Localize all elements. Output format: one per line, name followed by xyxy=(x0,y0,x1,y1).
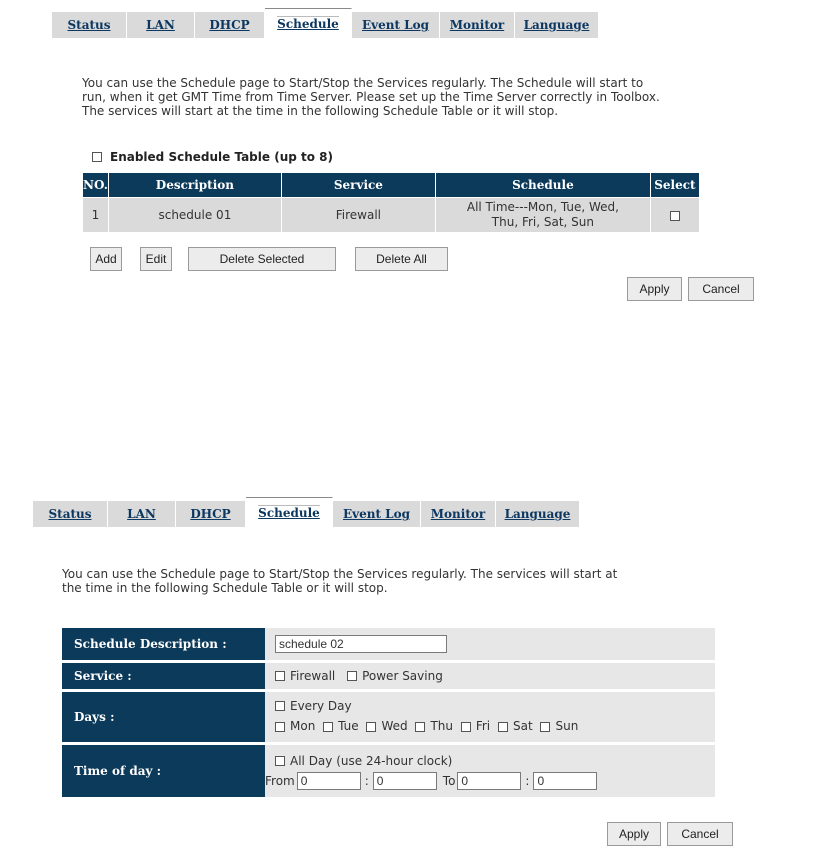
col-no: NO. xyxy=(83,173,108,197)
tab-language[interactable] xyxy=(496,501,580,527)
to-minute-input[interactable]: 0 xyxy=(533,772,597,790)
day-option-mon[interactable] xyxy=(275,717,315,736)
tab-label: LAN xyxy=(127,507,156,521)
description-label: Schedule Description : xyxy=(62,628,265,660)
days-row xyxy=(62,692,715,742)
tab-monitor[interactable] xyxy=(440,12,515,38)
option-label: Sun xyxy=(555,719,579,733)
option-label: All Day (use 24-hour clock) xyxy=(290,754,453,768)
tab-label: Schedule xyxy=(277,17,339,31)
option-label: Firewall xyxy=(290,668,336,683)
day-checkbox[interactable] xyxy=(415,722,425,732)
days-cell xyxy=(265,692,715,742)
schedule-table xyxy=(82,172,700,233)
tab-status[interactable] xyxy=(33,501,108,527)
tab-lan[interactable] xyxy=(127,12,195,38)
delete-selected-button[interactable]: Delete Selected xyxy=(188,247,336,271)
service-label: Service : xyxy=(62,663,265,689)
top-nav xyxy=(33,497,580,527)
intro-line: run, when it get GMT Time from Time Server. Please set up the Time Server correctly in Toolbox. xyxy=(82,90,660,104)
col-schedule: Schedule xyxy=(436,173,650,197)
tab-label: Status xyxy=(67,18,111,32)
enable-schedule-label: Enabled Schedule Table (up to 8) xyxy=(110,150,333,164)
tab-label: Event Log xyxy=(342,507,411,521)
col-service: Service xyxy=(282,173,435,197)
schedule-form xyxy=(62,625,715,800)
tab-event-log[interactable] xyxy=(333,501,421,527)
add-button[interactable]: Add xyxy=(90,247,122,271)
option-label: Sat xyxy=(512,719,533,733)
intro-text xyxy=(82,76,660,118)
top-nav xyxy=(52,8,599,38)
day-option-sun[interactable] xyxy=(540,717,578,736)
tab-language[interactable] xyxy=(515,12,599,38)
every-day-option[interactable] xyxy=(275,697,352,716)
row-select-checkbox[interactable] xyxy=(670,211,680,221)
cell-service: Firewall xyxy=(282,198,435,232)
every-day-checkbox[interactable] xyxy=(275,701,285,711)
option-label: Every Day xyxy=(290,698,352,713)
day-checkbox[interactable] xyxy=(498,722,508,732)
day-option-thu[interactable] xyxy=(415,717,453,736)
intro-text xyxy=(62,567,617,595)
cell-schedule xyxy=(436,198,650,232)
schedule-list-panel xyxy=(0,0,824,430)
schedule-line: All Time---Mon, Tue, Wed, xyxy=(466,200,619,214)
from-label: From xyxy=(265,774,295,788)
tab-label: Monitor xyxy=(449,18,505,32)
apply-button[interactable]: Apply xyxy=(627,277,682,301)
tab-schedule[interactable] xyxy=(265,8,352,38)
tab-lan[interactable] xyxy=(108,501,176,527)
tab-status[interactable] xyxy=(52,12,127,38)
edit-button[interactable]: Edit xyxy=(140,247,172,271)
day-checkbox[interactable] xyxy=(461,722,471,732)
tab-dhcp[interactable] xyxy=(195,12,265,38)
to-hour-input[interactable]: 0 xyxy=(457,772,521,790)
delete-all-button[interactable]: Delete All xyxy=(355,247,448,271)
intro-line: The services will start at the time in the following Schedule Table or it will stop. xyxy=(82,104,559,118)
day-checkbox[interactable] xyxy=(275,722,285,732)
schedule-edit-panel xyxy=(0,490,824,864)
to-label: To xyxy=(442,774,456,788)
tab-label: Language xyxy=(504,507,571,521)
cell-no: 1 xyxy=(83,198,108,232)
option-label: Wed xyxy=(381,719,408,733)
apply-button[interactable]: Apply xyxy=(607,822,661,846)
day-checkbox[interactable] xyxy=(323,722,333,732)
tab-label: DHCP xyxy=(190,507,231,521)
cancel-button[interactable]: Cancel xyxy=(688,277,754,301)
enable-schedule-checkbox[interactable] xyxy=(92,152,102,162)
service-option-firewall[interactable] xyxy=(275,669,335,683)
days-label: Days : xyxy=(62,692,265,742)
option-label: Tue xyxy=(338,719,359,733)
firewall-checkbox[interactable] xyxy=(275,671,285,681)
description-row xyxy=(62,628,715,660)
from-minute-input[interactable]: 0 xyxy=(373,772,437,790)
tab-monitor[interactable] xyxy=(421,501,496,527)
all-day-option[interactable] xyxy=(275,752,452,770)
colon-separator: : xyxy=(525,774,530,788)
cell-select xyxy=(651,198,699,232)
col-description: Description xyxy=(109,173,281,197)
option-label: Power Saving xyxy=(362,668,443,683)
colon-separator: : xyxy=(364,774,369,788)
tab-label: Schedule xyxy=(258,506,320,520)
option-label: Fri xyxy=(475,719,491,733)
time-label: Time of day : xyxy=(62,745,265,797)
all-day-checkbox[interactable] xyxy=(275,756,285,766)
option-label: Thu xyxy=(430,719,454,733)
time-row xyxy=(62,745,715,797)
tab-label: Status xyxy=(48,507,92,521)
intro-line: You can use the Schedule page to Start/Stop the Services regularly. The Schedule will start to xyxy=(82,76,644,90)
service-option-power-saving[interactable] xyxy=(347,669,443,683)
option-label: Mon xyxy=(290,719,316,733)
table-header-row xyxy=(83,173,699,197)
service-row xyxy=(62,663,715,689)
intro-line: the time in the following Schedule Table or it will stop. xyxy=(62,581,388,595)
table-row xyxy=(83,198,699,232)
enable-schedule-row xyxy=(92,150,333,164)
day-option-sat[interactable] xyxy=(498,717,533,736)
tab-label: LAN xyxy=(146,18,175,32)
schedule-line: Thu, Fri, Sat, Sun xyxy=(491,215,595,229)
cancel-button[interactable]: Cancel xyxy=(667,822,733,846)
from-hour-input[interactable]: 0 xyxy=(297,772,361,790)
tab-label: Language xyxy=(523,18,590,32)
power-saving-checkbox[interactable] xyxy=(347,671,357,681)
day-option-fri[interactable] xyxy=(461,717,490,736)
tab-label: Event Log xyxy=(361,18,430,32)
intro-line: You can use the Schedule page to Start/Stop the Services regularly. The services will start at xyxy=(62,567,618,581)
day-checkbox[interactable] xyxy=(540,722,550,732)
day-option-tue[interactable] xyxy=(323,717,359,736)
tab-event-log[interactable] xyxy=(352,12,440,38)
day-checkbox[interactable] xyxy=(366,722,376,732)
schedule-description-input[interactable]: schedule 02 xyxy=(275,635,447,653)
day-option-wed[interactable] xyxy=(366,717,407,736)
description-cell xyxy=(265,628,715,660)
tab-schedule[interactable] xyxy=(246,497,333,527)
tab-label: DHCP xyxy=(209,18,250,32)
time-cell xyxy=(265,745,715,797)
col-select: Select xyxy=(651,173,699,197)
service-cell xyxy=(265,663,715,689)
tab-dhcp[interactable] xyxy=(176,501,246,527)
cell-description: schedule 01 xyxy=(109,198,281,232)
tab-label: Monitor xyxy=(430,507,486,521)
